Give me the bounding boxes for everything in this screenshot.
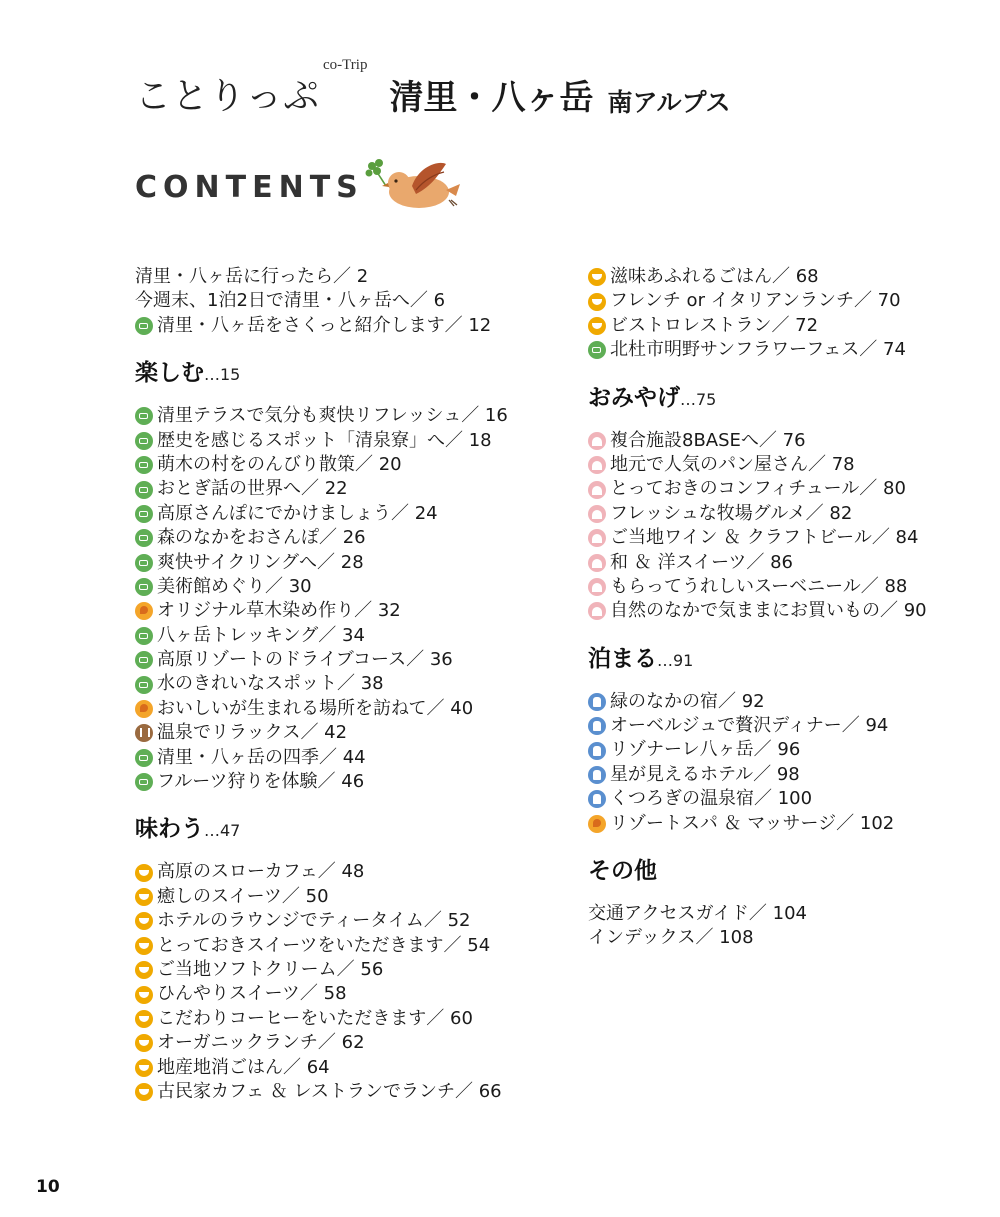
toc-item[interactable]: 高原のスローカフェ／ 48 xyxy=(135,860,565,884)
camera-icon xyxy=(135,773,153,791)
toc-item[interactable]: 複合施設8BASEへ／ 76 xyxy=(588,429,988,453)
lamp-icon xyxy=(588,790,606,808)
toc-item[interactable]: こだわりコーヒーをいただきます／ 60 xyxy=(135,1007,565,1031)
toc-item[interactable]: もらってうれしいスーベニール／ 88 xyxy=(588,575,988,599)
shop-icon xyxy=(588,554,606,572)
cup-icon xyxy=(588,293,606,311)
camera-icon xyxy=(135,317,153,335)
camera-icon xyxy=(135,456,153,474)
toc-item[interactable]: 地産地消ごはん／ 64 xyxy=(135,1056,565,1080)
shop-icon xyxy=(588,481,606,499)
camera-icon xyxy=(135,407,153,425)
toc-item[interactable]: フレッシュな牧場グルメ／ 82 xyxy=(588,502,988,526)
camera-icon xyxy=(135,529,153,547)
toc-item[interactable]: 爽快サイクリングへ／ 28 xyxy=(135,551,565,575)
section-heading-omiyage[interactable]: おみやげ …75 xyxy=(588,384,717,411)
toc-item[interactable]: オーガニックランチ／ 62 xyxy=(135,1031,565,1055)
toc-item[interactable]: フレンチ or イタリアンランチ／ 70 xyxy=(588,289,988,313)
toc-item[interactable]: 清里・八ヶ岳の四季／ 44 xyxy=(135,746,565,770)
toc-item[interactable]: くつろぎの温泉宿／ 100 xyxy=(588,787,988,811)
toc-item[interactable]: 和 ＆ 洋スイーツ／ 86 xyxy=(588,551,988,575)
cup-icon xyxy=(135,1010,153,1028)
camera-icon xyxy=(135,505,153,523)
toc-item[interactable]: 高原さんぽにでかけましょう／ 24 xyxy=(135,502,565,526)
camera-icon xyxy=(135,651,153,669)
shop-icon xyxy=(588,432,606,450)
camera-icon xyxy=(588,341,606,359)
bird-icon xyxy=(135,602,153,620)
lamp-icon xyxy=(588,693,606,711)
lamp-icon xyxy=(588,717,606,735)
guide-title: 清里・八ヶ岳 xyxy=(389,78,594,118)
toc-item[interactable]: 癒しのスイーツ／ 50 xyxy=(135,885,565,909)
bird-with-clover-icon xyxy=(364,156,462,214)
lamp-icon xyxy=(588,766,606,784)
cup-icon xyxy=(135,1083,153,1101)
guide-subtitle: 南アルプス xyxy=(607,88,731,117)
camera-icon xyxy=(135,749,153,767)
toc-item[interactable]: 北杜市明野サンフラワーフェス／ 74 xyxy=(588,338,988,362)
toc-item[interactable]: 清里・八ヶ岳に行ったら／ 2 xyxy=(135,266,369,287)
toc-item[interactable]: とっておきスイーツをいただきます／ 54 xyxy=(135,934,565,958)
toc-item[interactable]: 自然のなかで気ままにお買いもの／ 90 xyxy=(588,599,988,623)
camera-icon xyxy=(135,554,153,572)
cup-icon xyxy=(135,1059,153,1077)
toc-item[interactable]: とっておきのコンフィチュール／ 80 xyxy=(588,477,988,501)
toc-item[interactable]: インデックス／ 108 xyxy=(588,927,754,949)
shop-icon xyxy=(588,529,606,547)
toc-item[interactable]: 緑のなかの宿／ 92 xyxy=(588,690,988,714)
cup-icon xyxy=(135,888,153,906)
shop-icon xyxy=(588,505,606,523)
camera-icon xyxy=(135,627,153,645)
toc-item[interactable]: 清里・八ヶ岳をさくっと紹介します／ 12 xyxy=(135,314,565,338)
section-heading-tomaru[interactable]: 泊まる …91 xyxy=(588,645,694,672)
section-heading-ajiwau[interactable]: 味わう …47 xyxy=(135,816,241,843)
toc-item[interactable]: ひんやりスイーツ／ 58 xyxy=(135,982,565,1006)
toc-item[interactable]: 滋味あふれるごはん／ 68 xyxy=(588,265,988,289)
shop-icon xyxy=(588,602,606,620)
contents-left-column xyxy=(135,265,565,1104)
cup-icon xyxy=(135,961,153,979)
brand-logo: ことりっぷ xyxy=(135,76,321,117)
toc-item[interactable]: ビストロレストラン／ 72 xyxy=(588,314,988,338)
toc-item[interactable]: リゾナーレ八ヶ岳／ 96 xyxy=(588,738,988,762)
toc-item[interactable]: 高原リゾートのドライブコース／ 36 xyxy=(135,648,565,672)
toc-item[interactable]: リゾートスパ ＆ マッサージ／ 102 xyxy=(588,812,988,836)
contents-right-column xyxy=(588,265,988,951)
contents-heading: CONTENTS xyxy=(135,170,364,205)
cup-icon xyxy=(135,912,153,930)
shop-icon xyxy=(588,456,606,474)
bird-icon xyxy=(588,815,606,833)
toc-item[interactable]: オーベルジュで贅沢ディナー／ 94 xyxy=(588,714,988,738)
onsen-icon xyxy=(135,724,153,742)
toc-item[interactable]: 萌木の村をのんびり散策／ 20 xyxy=(135,453,565,477)
toc-item[interactable]: 美術館めぐり／ 30 xyxy=(135,575,565,599)
toc-item[interactable]: オリジナル草木染め作り／ 32 xyxy=(135,599,565,623)
cup-icon xyxy=(135,986,153,1004)
toc-item[interactable]: 交通アクセスガイド／ 104 xyxy=(588,903,807,925)
cup-icon xyxy=(135,864,153,882)
camera-icon xyxy=(135,432,153,450)
brand-latin: co-Trip xyxy=(323,57,368,73)
toc-item[interactable]: ホテルのラウンジでティータイム／ 52 xyxy=(135,909,565,933)
toc-item[interactable]: おとぎ話の世界へ／ 22 xyxy=(135,477,565,501)
camera-icon xyxy=(135,578,153,596)
toc-item[interactable]: 温泉でリラックス／ 42 xyxy=(135,721,565,745)
toc-item[interactable]: 八ヶ岳トレッキング／ 34 xyxy=(135,624,565,648)
toc-item[interactable]: おいしいが生まれる場所を訪ねて／ 40 xyxy=(135,697,565,721)
toc-item[interactable]: 古民家カフェ ＆ レストランでランチ／ 66 xyxy=(135,1080,565,1104)
toc-item[interactable]: 水のきれいなスポット／ 38 xyxy=(135,672,565,696)
toc-item[interactable]: 星が見えるホテル／ 98 xyxy=(588,763,988,787)
page-number: 10 xyxy=(36,1177,60,1197)
toc-item[interactable]: フルーツ狩りを体験／ 46 xyxy=(135,770,565,794)
toc-item[interactable]: 森のなかをおさんぽ／ 26 xyxy=(135,526,565,550)
toc-item[interactable]: 今週末、1泊2日で清里・八ヶ岳へ／ 6 xyxy=(135,290,446,312)
toc-item[interactable]: ご当地ワイン ＆ クラフトビール／ 84 xyxy=(588,526,988,550)
toc-item[interactable]: 清里テラスで気分も爽快リフレッシュ／ 16 xyxy=(135,404,565,428)
bird-icon xyxy=(135,700,153,718)
cup-icon xyxy=(588,317,606,335)
section-heading-sonota[interactable]: その他 xyxy=(588,858,657,885)
brand-header xyxy=(135,55,731,118)
camera-icon xyxy=(135,481,153,499)
toc-item[interactable]: 地元で人気のパン屋さん／ 78 xyxy=(588,453,988,477)
cup-icon xyxy=(588,268,606,286)
toc-item[interactable]: 歴史を感じるスポット「清泉寮」へ／ 18 xyxy=(135,429,565,453)
cup-icon xyxy=(135,1034,153,1052)
toc-item[interactable]: ご当地ソフトクリーム／ 56 xyxy=(135,958,565,982)
lamp-icon xyxy=(588,742,606,760)
camera-icon xyxy=(135,676,153,694)
shop-icon xyxy=(588,578,606,596)
section-heading-tanoshimu[interactable]: 楽しむ …15 xyxy=(135,360,241,387)
cup-icon xyxy=(135,937,153,955)
